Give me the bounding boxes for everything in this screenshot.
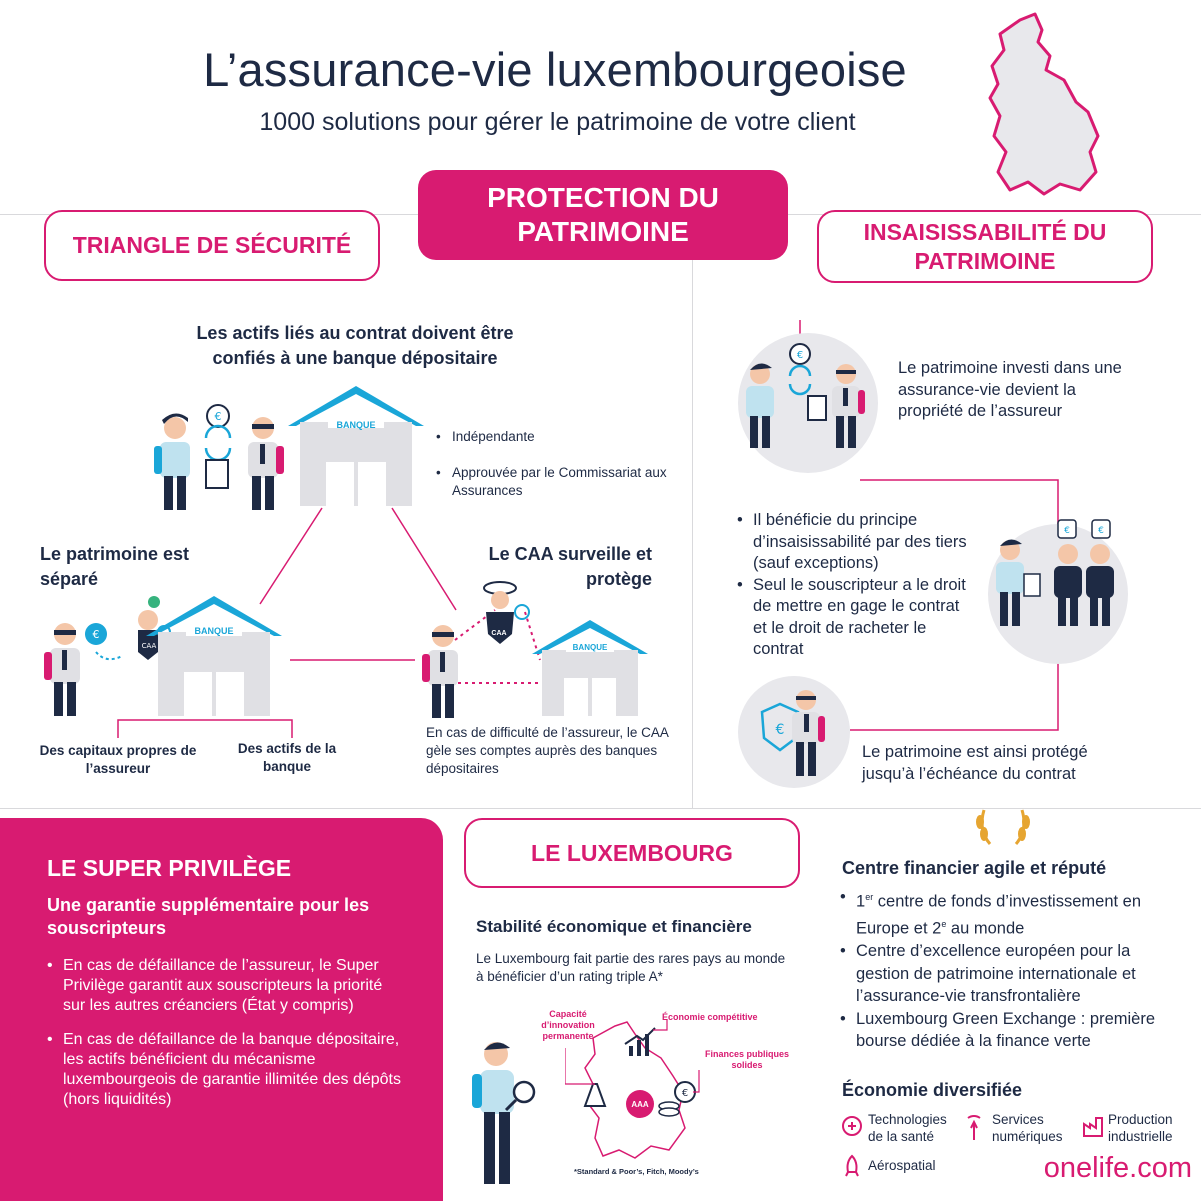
ownership-text: Le patrimoine investi dans une assurance-vie devient la propriété de l’assureur (898, 359, 1122, 420)
sector-aerospace: Aérospatial (868, 1158, 936, 1173)
page-subtitle: 1000 solutions pour gérer le patrimoine de votre client (259, 108, 856, 136)
insaisissabilite-list (737, 510, 977, 661)
centre-list (840, 886, 1180, 1053)
centre-heading: Centre financier agile et réputé (842, 858, 1107, 878)
protection-banner: PROTECTION DU PATRIMOINE (418, 170, 788, 260)
sector-digital: Services numériques (992, 1112, 1063, 1144)
bank-top-label: BANQUE (336, 420, 376, 430)
split-capital: Des capitaux propres de l’assureur (39, 743, 197, 776)
eco-heading: Économie diversifiée (842, 1080, 1023, 1100)
centre-item-text: au monde (946, 919, 1025, 938)
triangle-heading: TRIANGLE DE SÉCURITÉ (44, 210, 380, 281)
centre-item-sup: e (941, 919, 947, 929)
centre-item-sup: er (865, 892, 874, 902)
svg-text:€: € (796, 350, 804, 361)
insaisissabilite-item: • Il bénéficie du principe d’insaisissabilité par des tiers (sauf exceptions) (737, 510, 977, 575)
super-privilege-item: • En cas de défaillance de la banque dépositaire, les actifs bénéficient du mécanisme luxembourgeois de garantie illimitée des dépôts (hors liquidités) (47, 1030, 402, 1110)
bank-criteria-item: • Approuvée par le Commissariat aux Assurances (436, 464, 676, 500)
svg-text:€: € (92, 628, 100, 641)
super-privilege-item: • En cas de défaillance de l’assureur, le Super Privilège garantit aux souscripteurs la priorité sur les autres créanciers (État y compris) (47, 956, 402, 1016)
svg-text:€: € (1098, 526, 1104, 536)
svg-text:CAA: CAA (141, 642, 157, 650)
label-innovation: Capacité d’innovation permanente (541, 1009, 595, 1041)
third-parties-icon (988, 518, 1128, 638)
svg-text:€: € (681, 1088, 689, 1099)
super-privilege-list (47, 956, 402, 1124)
super-privilege-title: LE SUPER PRIVILÈGE (47, 855, 292, 881)
sector-industry: Production industrielle (1108, 1112, 1173, 1144)
laurel-icon (970, 800, 1036, 850)
industry-icon (1082, 1114, 1106, 1138)
person-insurer-right-icon (418, 618, 468, 720)
centre-item: • Centre d’excellence européen pour la gestion de patrimoine internationale et l’assurance-vie transfrontalière (840, 940, 1180, 1008)
page-title: L’assurance-vie luxembourgeoise (203, 43, 907, 96)
health-tech-icon (840, 1114, 864, 1138)
centre-item-text: 1 (856, 892, 866, 911)
centre-item: • Luxembourg Green Exchange : première bourse dédiée à la finance verte (840, 1008, 1180, 1053)
stability-heading: Stabilité économique et financière (476, 917, 752, 936)
label-economie: Économie compétitive (662, 1012, 758, 1022)
bank-criteria-list (436, 428, 676, 500)
svg-text:€: € (775, 722, 785, 738)
svg-text:€: € (1064, 526, 1070, 536)
left-caption: Le patrimoine est séparé (40, 544, 190, 589)
bank-left-icon (141, 592, 284, 716)
centre-item (840, 886, 1180, 940)
brand-logo[interactable]: onelife.com (1043, 1152, 1192, 1184)
caa-badge-label: CAA (491, 630, 507, 637)
bank-left-label: BANQUE (194, 626, 234, 636)
person-analyst-icon (466, 1036, 546, 1186)
label-finances: Finances publiques solides (704, 1049, 789, 1070)
luxembourg-heading: LE LUXEMBOURG (464, 818, 800, 888)
digital-services-icon (962, 1114, 986, 1142)
centre-item-text: centre de fonds d’investissement en Europe et 2 (856, 892, 1142, 938)
triangle-top-caption: Les actifs liés au contrat doivent être confiés à une banque dépositaire (196, 323, 514, 368)
split-bank-assets: Des actifs de la banque (237, 741, 337, 774)
super-privilege-panel (0, 818, 443, 1201)
person-client-icon (150, 410, 200, 512)
rating-footnote: *Standard & Poor’s, Fitch, Moody’s (574, 1167, 699, 1176)
bank-right-icon (530, 616, 650, 716)
caa-explanation: En cas de difficulté de l’assureur, le CAA gèle ses comptes auprès des banques dépositaires (426, 725, 669, 776)
aaa-badge: AAA (631, 1100, 649, 1109)
aerospace-icon (840, 1154, 864, 1178)
person-insurer-icon (238, 410, 288, 512)
stability-text: Le Luxembourg fait partie des rares pays au monde à bénéficier d’un rating triple A* (476, 951, 786, 984)
insaisissabilite-heading: INSAISISSABILITÉ DU PATRIMOINE (817, 210, 1153, 283)
right-caption: Le CAA surveille et protège (488, 544, 652, 589)
protected-shield-icon (748, 682, 848, 782)
ownership-transfer-icon (738, 340, 878, 460)
bank-criteria-item: • Indépendante (436, 428, 676, 446)
svg-text:€: € (214, 410, 222, 423)
bank-top-icon (286, 382, 426, 506)
money-bag-icon (82, 620, 132, 670)
sector-health: Technologies de la santé (868, 1112, 947, 1144)
bank-right-label: BANQUE (572, 643, 608, 652)
insaisissabilite-item: • Seul le souscripteur a le droit de mettre en gage le contrat et le droit de racheter le contrat (737, 575, 977, 661)
protected-text: Le patrimoine est ainsi protégé jusqu’à l’échéance du contrat (862, 743, 1088, 783)
super-privilege-subtitle: Une garantie supplémentaire pour les souscripteurs (47, 895, 370, 938)
money-exchange-icon (198, 402, 238, 492)
